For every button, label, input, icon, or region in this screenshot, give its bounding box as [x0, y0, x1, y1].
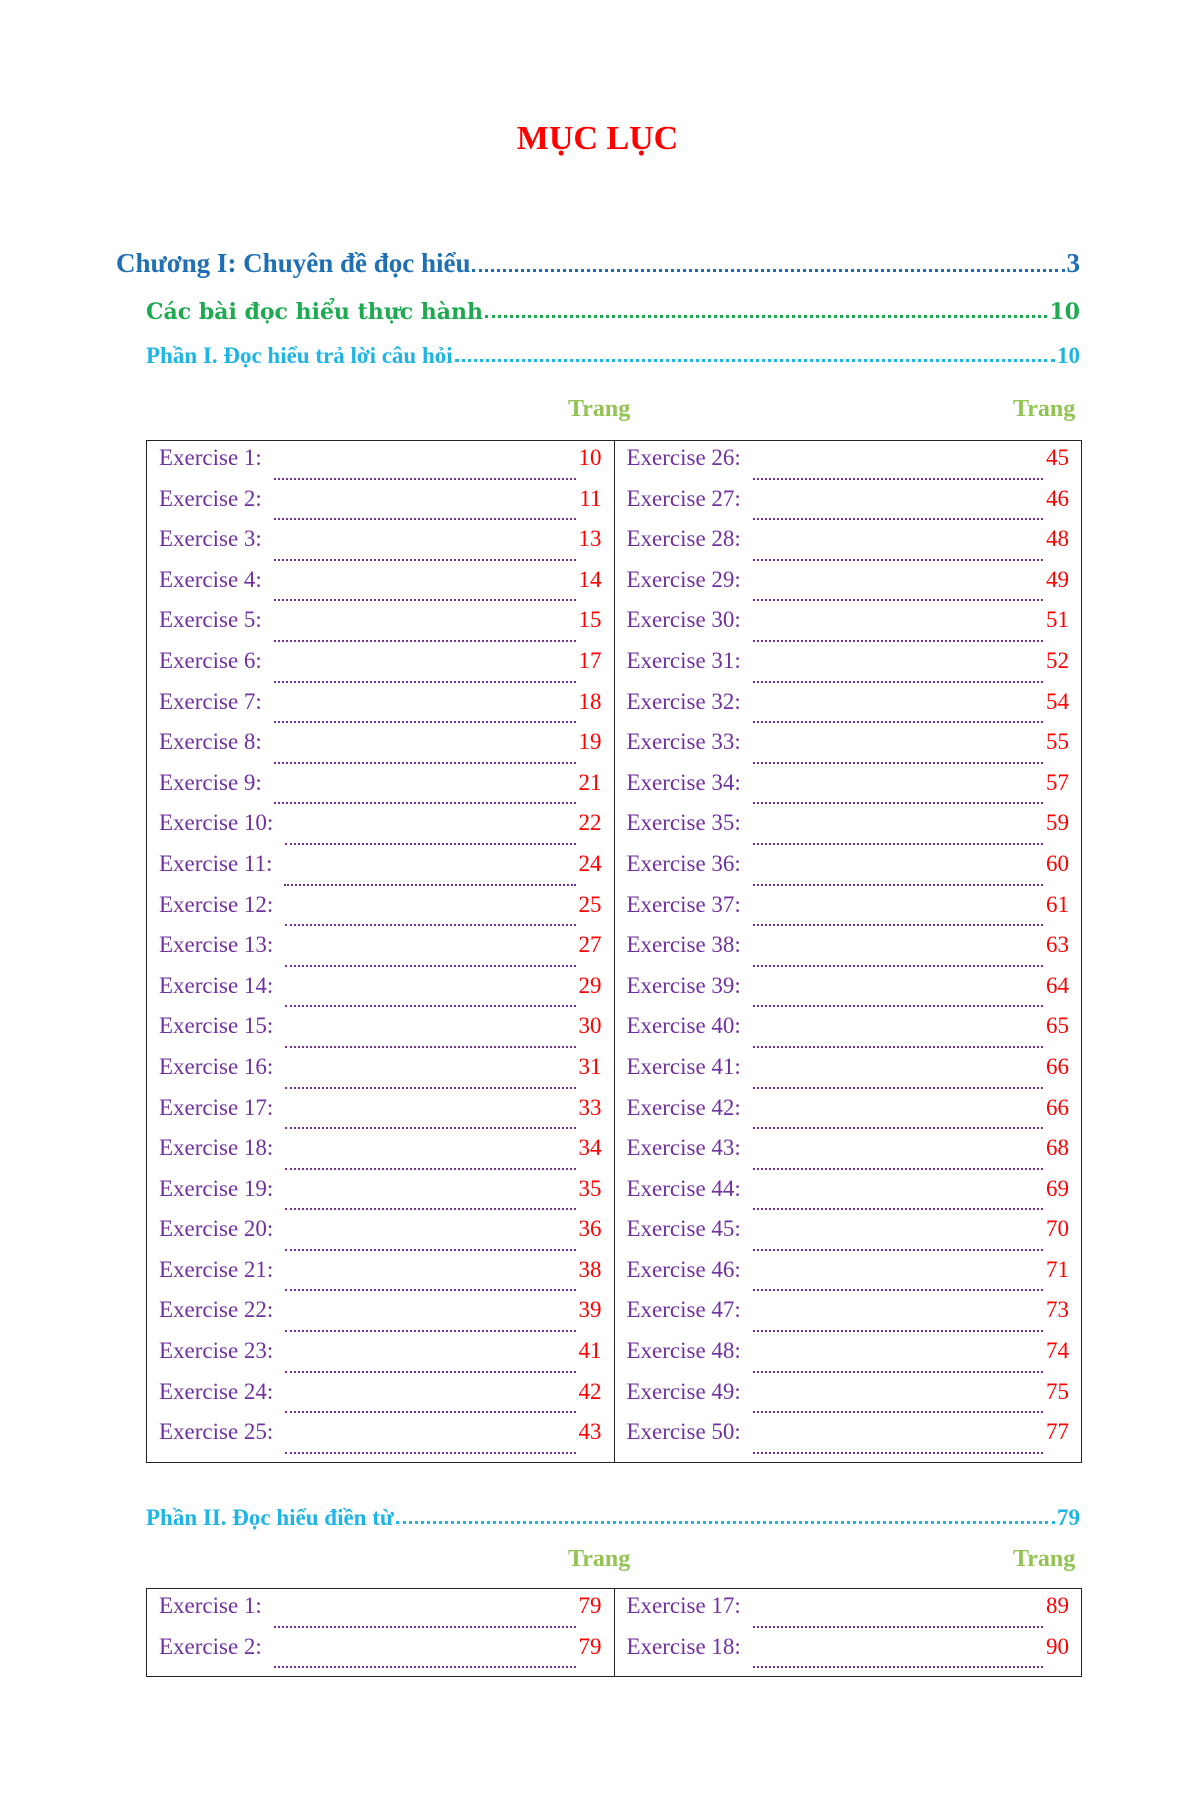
toc-part1-label: Phần I. Đọc hiểu trả lời câu hỏi: [146, 343, 453, 368]
exercise-name: Exercise 8:: [159, 729, 262, 755]
toc-exercise-row[interactable]: [159, 689, 602, 730]
exercise-page: 46: [1046, 485, 1069, 511]
exercise-name: Exercise 9:: [159, 769, 262, 795]
toc-exercise-row[interactable]: [159, 1419, 602, 1460]
toc-chapter-page: 3: [1066, 248, 1080, 278]
toc-exercise-row[interactable]: [159, 567, 602, 608]
exercise-name: Exercise 42:: [626, 1094, 741, 1120]
toc-exercise-row[interactable]: [627, 1634, 1070, 1675]
exercise-name: Exercise 37:: [626, 891, 741, 917]
exercise-page: 45: [1046, 445, 1069, 470]
toc-exercise-row[interactable]: [159, 445, 602, 486]
exercise-page: 34: [578, 1135, 602, 1161]
exercise-page: 11: [579, 485, 602, 511]
exercise-name: Exercise 4:: [159, 566, 262, 592]
leader-dots: [285, 1046, 575, 1048]
exercise-page: 69: [1046, 1175, 1069, 1201]
leader-dots: [274, 1626, 576, 1628]
exercise-name: Exercise 18:: [159, 1135, 274, 1161]
exercise-page: 68: [1046, 1135, 1069, 1161]
leader-dots: [285, 965, 575, 967]
toc-exercise-row[interactable]: [159, 486, 602, 527]
leader-dots: [274, 802, 576, 804]
leader-dots: [285, 1289, 575, 1291]
leader-dots: [285, 1087, 575, 1089]
leader-dots: [753, 1249, 1043, 1251]
toc-exercise-row[interactable]: [627, 445, 1070, 486]
toc-exercise-row[interactable]: [627, 729, 1070, 770]
exercise-page: 89: [1046, 1593, 1069, 1618]
leader-dots: [274, 1666, 576, 1668]
exercise-name: Exercise 39:: [626, 972, 741, 998]
leader-dots: [455, 359, 1055, 362]
exercise-name: Exercise 14:: [159, 972, 274, 998]
exercise-name: Exercise 41:: [626, 1053, 741, 1079]
exercise-page: 30: [578, 1013, 602, 1039]
toc-part1-page: 10: [1057, 343, 1080, 368]
exercise-page: 52: [1046, 647, 1069, 673]
toc-exercise-row[interactable]: [159, 932, 602, 973]
exercise-name: Exercise 33:: [626, 729, 741, 755]
exercise-page: 90: [1046, 1633, 1069, 1659]
exercise-name: Exercise 16:: [159, 1053, 274, 1079]
leader-dots: [285, 924, 575, 926]
leader-dots: [285, 1330, 575, 1332]
exercise-page: 55: [1046, 729, 1069, 755]
exercise-name: Exercise 28:: [626, 526, 741, 552]
exercise-name: Exercise 29:: [626, 566, 741, 592]
page-column-header: Trang: [568, 396, 631, 422]
exercise-name: Exercise 13:: [159, 932, 274, 958]
exercise-name: Exercise 50:: [626, 1419, 741, 1445]
toc-exercise-row[interactable]: [627, 1338, 1070, 1379]
exercise-page: 27: [578, 932, 602, 958]
exercise-name: Exercise 23:: [159, 1338, 274, 1364]
toc-exercise-row[interactable]: [159, 1257, 602, 1298]
leader-dots: [753, 1626, 1043, 1628]
toc-exercise-row[interactable]: [627, 851, 1070, 892]
leader-dots: [753, 559, 1043, 561]
leader-dots: [753, 1168, 1043, 1170]
exercise-page: 41: [578, 1338, 602, 1364]
page-column-header: Trang: [1013, 396, 1076, 422]
toc-exercise-row[interactable]: [159, 892, 602, 933]
exercise-page: 79: [578, 1593, 602, 1618]
exercise-page: 60: [1046, 850, 1069, 876]
part1-left-column: [147, 441, 615, 1463]
leader-dots: [753, 843, 1043, 845]
toc-chapter-entry[interactable]: [116, 248, 1080, 279]
exercise-name: Exercise 43:: [626, 1135, 741, 1161]
page-column-header: Trang: [1013, 1546, 1076, 1572]
toc-exercise-row[interactable]: [627, 1135, 1070, 1176]
toc-part2-label: Phần II. Đọc hiểu điền từ: [146, 1505, 394, 1530]
leader-dots: [753, 478, 1043, 480]
exercise-page: 38: [578, 1256, 602, 1282]
toc-exercise-row[interactable]: [627, 810, 1070, 851]
leader-dots: [285, 1371, 575, 1373]
exercise-page: 43: [578, 1419, 602, 1445]
leader-dots: [285, 1005, 575, 1007]
exercise-name: Exercise 46:: [626, 1256, 741, 1282]
leader-dots: [753, 1087, 1043, 1089]
leader-dots: [753, 924, 1043, 926]
leader-dots: [753, 1208, 1043, 1210]
exercise-page: 59: [1046, 810, 1069, 836]
exercise-page: 25: [578, 891, 602, 917]
toc-chapter-label: Chương I: Chuyên đề đọc hiểu: [116, 248, 471, 278]
page-column-header: Trang: [568, 1546, 631, 1572]
exercise-page: 61: [1046, 891, 1069, 917]
page-title: MỤC LỤC: [516, 120, 679, 157]
leader-dots: [274, 478, 576, 480]
exercise-page: 24: [578, 850, 602, 876]
exercise-page: 18: [578, 688, 602, 714]
exercise-page: 77: [1046, 1419, 1069, 1445]
exercise-name: Exercise 22:: [159, 1297, 274, 1323]
exercise-page: 66: [1046, 1094, 1069, 1120]
toc-exercise-row[interactable]: [627, 1176, 1070, 1217]
leader-dots: [753, 965, 1043, 967]
toc-exercise-row[interactable]: [627, 567, 1070, 608]
toc-exercise-row[interactable]: [159, 648, 602, 689]
toc-exercise-row[interactable]: [159, 1634, 602, 1675]
exercise-page: 21: [578, 769, 602, 795]
exercise-page: 19: [578, 729, 602, 755]
exercise-page: 57: [1046, 769, 1069, 795]
toc-section-entry[interactable]: [146, 299, 1080, 325]
exercise-page: 17: [578, 647, 602, 673]
toc-exercise-row[interactable]: [627, 607, 1070, 648]
part1-right-column: [614, 441, 1082, 1463]
exercise-page: 36: [578, 1216, 602, 1242]
leader-dots: [274, 599, 576, 601]
leader-dots: [753, 1411, 1043, 1413]
toc-exercise-row[interactable]: [627, 526, 1070, 567]
exercise-name: Exercise 31:: [626, 647, 741, 673]
toc-exercise-row[interactable]: [627, 892, 1070, 933]
exercise-name: Exercise 40:: [626, 1013, 741, 1039]
exercise-page: 74: [1046, 1338, 1069, 1364]
toc-exercise-row[interactable]: [627, 1013, 1070, 1054]
exercise-name: Exercise 24:: [159, 1378, 274, 1404]
toc-exercise-row[interactable]: [627, 932, 1070, 973]
leader-dots: [274, 518, 577, 520]
leader-dots: [753, 1330, 1043, 1332]
exercise-name: Exercise 7:: [159, 688, 262, 714]
exercise-page: 66: [1046, 1053, 1069, 1079]
leader-dots: [285, 1208, 575, 1210]
toc-exercise-row[interactable]: [159, 1297, 602, 1338]
toc-exercise-row[interactable]: [159, 607, 602, 648]
toc-section-label: Các bài đọc hiểu thực hành: [146, 299, 484, 325]
toc-section-page: 10: [1049, 299, 1080, 325]
exercise-name: Exercise 30:: [626, 607, 741, 633]
exercise-name: Exercise 11:: [159, 850, 273, 876]
exercise-name: Exercise 36:: [626, 850, 741, 876]
leader-dots: [753, 1046, 1043, 1048]
toc-part2-page: 79: [1057, 1505, 1080, 1530]
leader-dots: [274, 721, 576, 723]
leader-dots: [274, 640, 576, 642]
exercise-name: Exercise 34:: [626, 769, 741, 795]
exercise-name: Exercise 45:: [626, 1216, 741, 1242]
exercise-name: Exercise 10:: [159, 810, 274, 836]
exercise-name: Exercise 20:: [159, 1216, 274, 1242]
exercise-page: 13: [578, 526, 602, 552]
leader-dots: [274, 762, 576, 764]
toc-exercise-row[interactable]: [159, 1095, 602, 1136]
toc-exercise-row[interactable]: [627, 486, 1070, 527]
toc-exercise-row[interactable]: [159, 1054, 602, 1095]
exercise-name: Exercise 44:: [626, 1175, 741, 1201]
exercise-page: 64: [1046, 972, 1069, 998]
toc-exercise-row[interactable]: [627, 648, 1070, 689]
exercise-name: Exercise 3:: [159, 526, 262, 552]
exercise-page: 71: [1046, 1256, 1069, 1282]
leader-dots: [285, 843, 575, 845]
leader-dots: [753, 681, 1043, 683]
exercise-name: Exercise 27:: [626, 485, 741, 511]
exercise-name: Exercise 2:: [159, 1633, 262, 1659]
part2-left-column: [147, 1589, 615, 1677]
exercise-page: 48: [1046, 526, 1069, 552]
leader-dots: [753, 1666, 1043, 1668]
leader-dots: [753, 884, 1043, 886]
toc-exercise-row[interactable]: [627, 1379, 1070, 1420]
exercise-name: Exercise 1:: [159, 1593, 262, 1618]
exercise-name: Exercise 5:: [159, 607, 262, 633]
toc-exercise-row[interactable]: [627, 1297, 1070, 1338]
exercise-page: 54: [1046, 688, 1069, 714]
exercise-page: 33: [578, 1094, 602, 1120]
toc-exercise-row[interactable]: [627, 689, 1070, 730]
exercise-name: Exercise 17:: [626, 1593, 741, 1618]
exercise-page: 79: [578, 1633, 602, 1659]
exercise-page: 31: [578, 1053, 602, 1079]
leader-dots: [753, 1127, 1043, 1129]
exercise-name: Exercise 35:: [626, 810, 741, 836]
exercise-name: Exercise 2:: [159, 485, 262, 511]
exercise-page: 15: [578, 607, 602, 633]
leader-dots: [753, 1289, 1043, 1291]
toc-exercise-row[interactable]: [627, 1216, 1070, 1257]
toc-exercise-row[interactable]: [627, 1257, 1070, 1298]
exercise-page: 39: [578, 1297, 602, 1323]
exercise-name: Exercise 12:: [159, 891, 274, 917]
part1-exercise-table: [146, 440, 1082, 1463]
leader-dots: [284, 884, 575, 886]
exercise-page: 49: [1046, 566, 1069, 592]
exercise-name: Exercise 47:: [626, 1297, 741, 1323]
exercise-page: 35: [578, 1175, 602, 1201]
exercise-name: Exercise 17:: [159, 1094, 274, 1120]
exercise-name: Exercise 19:: [159, 1175, 274, 1201]
leader-dots: [753, 1005, 1043, 1007]
exercise-page: 70: [1046, 1216, 1069, 1242]
exercise-name: Exercise 1:: [159, 445, 262, 470]
exercise-name: Exercise 21:: [159, 1256, 274, 1282]
leader-dots: [274, 681, 576, 683]
toc-exercise-row[interactable]: [159, 770, 602, 811]
exercise-name: Exercise 15:: [159, 1013, 274, 1039]
leader-dots: [753, 1452, 1043, 1454]
exercise-name: Exercise 32:: [626, 688, 741, 714]
leader-dots: [753, 599, 1043, 601]
toc-exercise-row[interactable]: [627, 770, 1070, 811]
leader-dots: [472, 269, 1064, 272]
exercise-page: 65: [1046, 1013, 1069, 1039]
exercise-page: 42: [578, 1378, 602, 1404]
exercise-page: 51: [1046, 607, 1069, 633]
leader-dots: [285, 1249, 575, 1251]
toc-exercise-row[interactable]: [159, 526, 602, 567]
exercise-page: 73: [1046, 1297, 1069, 1323]
exercise-name: Exercise 26:: [626, 445, 741, 470]
exercise-name: Exercise 49:: [626, 1378, 741, 1404]
exercise-page: 75: [1046, 1378, 1069, 1404]
leader-dots: [396, 1521, 1055, 1524]
exercise-page: 29: [578, 972, 602, 998]
leader-dots: [753, 762, 1043, 764]
part2-exercise-table: [146, 1588, 1082, 1677]
toc-exercise-row[interactable]: [159, 1593, 602, 1634]
toc-exercise-row[interactable]: [159, 1013, 602, 1054]
leader-dots: [285, 1452, 575, 1454]
toc-part1-entry[interactable]: [146, 343, 1080, 369]
leader-dots: [753, 1371, 1043, 1373]
exercise-page: 22: [578, 810, 602, 836]
toc-exercise-row[interactable]: [627, 1593, 1070, 1634]
leader-dots: [753, 640, 1043, 642]
toc-exercise-row[interactable]: [159, 729, 602, 770]
toc-exercise-row[interactable]: [627, 1419, 1070, 1460]
toc-exercise-row[interactable]: [627, 973, 1070, 1014]
exercise-name: Exercise 6:: [159, 647, 262, 673]
part2-right-column: [614, 1589, 1082, 1677]
exercise-name: Exercise 18:: [626, 1633, 741, 1659]
toc-exercise-row[interactable]: [159, 810, 602, 851]
toc-exercise-row[interactable]: [159, 1216, 602, 1257]
leader-dots: [753, 802, 1043, 804]
leader-dots: [753, 518, 1043, 520]
toc-exercise-row[interactable]: [159, 851, 602, 892]
exercise-page: 10: [578, 445, 602, 470]
toc-exercise-row[interactable]: [159, 1176, 602, 1217]
leader-dots: [485, 315, 1047, 318]
exercise-name: Exercise 48:: [626, 1338, 741, 1364]
exercise-name: Exercise 25:: [159, 1419, 274, 1445]
exercise-page: 63: [1046, 932, 1069, 958]
leader-dots: [285, 1127, 575, 1129]
leader-dots: [285, 1411, 575, 1413]
leader-dots: [753, 721, 1043, 723]
leader-dots: [285, 1168, 575, 1170]
exercise-name: Exercise 38:: [626, 932, 741, 958]
toc-part2-entry[interactable]: [146, 1505, 1080, 1531]
toc-exercise-row[interactable]: [627, 1054, 1070, 1095]
exercise-page: 14: [578, 566, 602, 592]
toc-exercise-row[interactable]: [159, 973, 602, 1014]
toc-exercise-row[interactable]: [159, 1338, 602, 1379]
toc-exercise-row[interactable]: [159, 1379, 602, 1420]
leader-dots: [274, 559, 576, 561]
toc-exercise-row[interactable]: [159, 1135, 602, 1176]
toc-exercise-row[interactable]: [627, 1095, 1070, 1136]
